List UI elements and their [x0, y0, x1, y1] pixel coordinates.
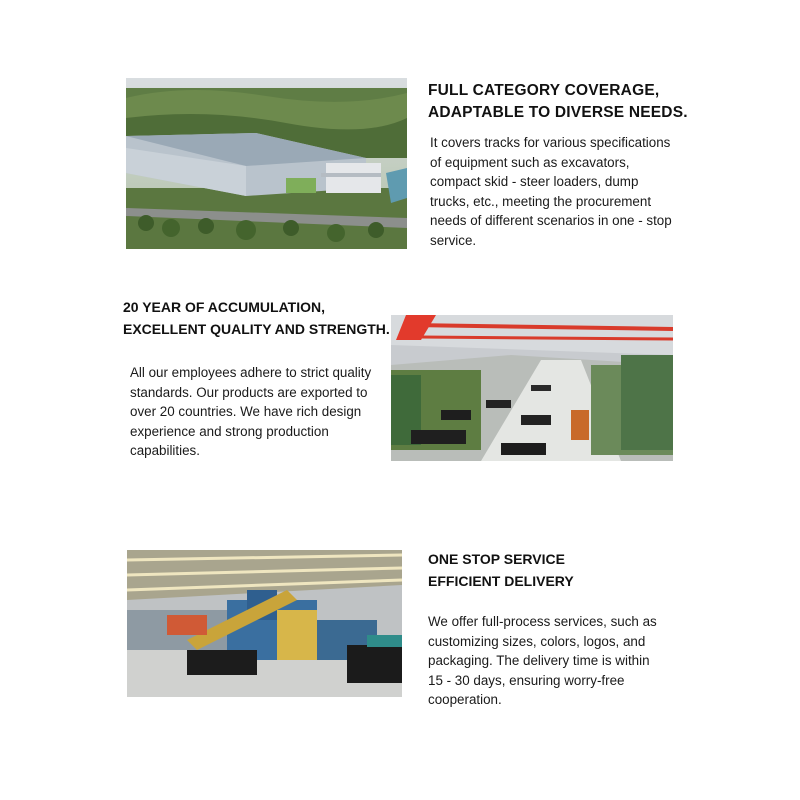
heading-line: EXCELLENT QUALITY AND STRENGTH.: [123, 321, 390, 337]
heading-line: FULL CATEGORY COVERAGE,: [428, 82, 660, 99]
heading-line: EFFICIENT DELIVERY: [428, 573, 574, 589]
production-hall-photo: [391, 315, 673, 461]
heading-line: ADAPTABLE TO DIVERSE NEEDS.: [428, 104, 688, 121]
section-heading: [123, 296, 390, 340]
production-line-photo: [127, 550, 402, 697]
heading-line: 20 YEAR OF ACCUMULATION,: [123, 299, 325, 315]
section-body-text: We offer full-process services, such as customizing sizes, colors, logos, and packaging. The delivery time is within 15 - 30 days, ensuring worry-free cooperation.: [428, 614, 657, 708]
section-body-text: It covers tracks for various specifications of equipment such as excavators, compact skid - steer loaders, dump trucks, etc., meeting the procurement needs of different scenarios in one - stop service.: [430, 135, 672, 248]
section-heading: [428, 548, 574, 592]
heading-line: ONE STOP SERVICE: [428, 551, 565, 567]
section-heading: [428, 80, 688, 124]
factory-aerial-photo: [126, 78, 407, 249]
section-body-text: All our employees adhere to strict quality standards. Our products are exported to over 20 countries. We have rich design experience and strong production capabilities.: [130, 365, 372, 459]
